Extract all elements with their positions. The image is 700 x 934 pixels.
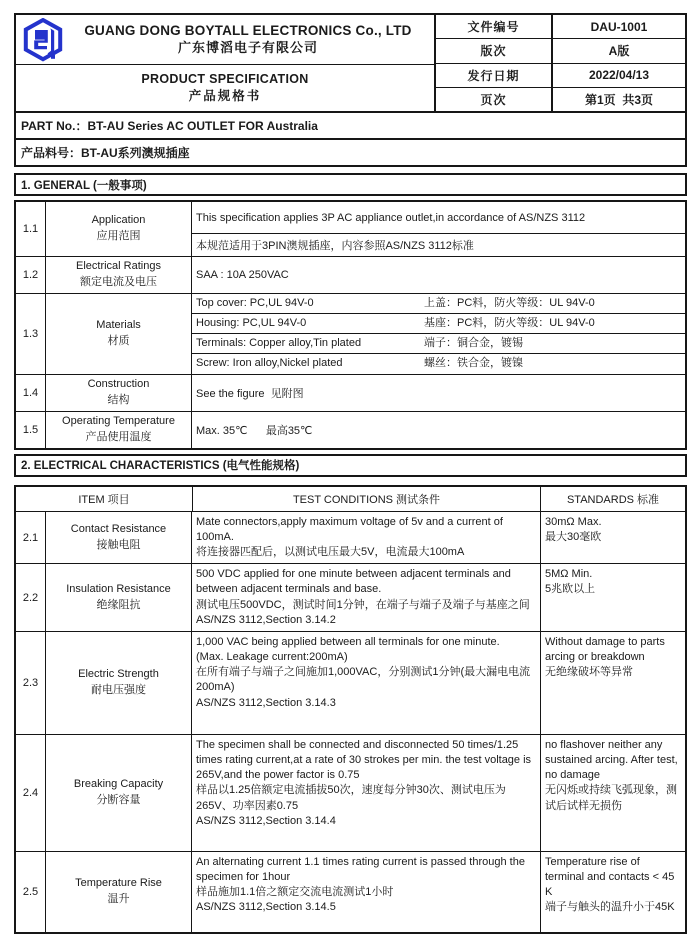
item-cn: 耐电压强度 [91,683,146,696]
meta-value: 第1页 共3页 [584,92,654,107]
value-line: This specification applies 3P AC appliance outlet,in accordance of AS/NZS 3112 [192,202,685,234]
material-line [192,294,685,314]
material-en: Housing: PC,UL 94V-0 [196,316,307,329]
standards-cell [541,632,685,734]
item-cn: 温升 [107,892,130,905]
standard-line: 无闪烁或持续飞弧现象，测试后试样无损伤 [545,784,677,812]
item-cn: 产品使用温度 [85,430,152,443]
value-cell [192,294,685,374]
item-en: Insulation Resistance [66,582,171,595]
document-title-cn: 产品规格书 [188,89,262,103]
table-row [16,512,685,565]
meta-label: 版次 [436,39,553,62]
material-cn: 上盖：PC料，防火等级：UL 94V-0 [424,296,595,309]
header-meta-table [436,15,685,111]
item-cell [46,257,192,293]
meta-row-doc-number [436,15,685,39]
standards-cell [541,512,685,564]
conditions-cell [192,512,541,564]
row-number: 1.3 [16,294,46,374]
value-cell [192,257,685,293]
conditions-cell [192,735,541,851]
item-en: Temperature Rise [75,877,162,890]
item-cell [46,202,192,256]
meta-row-issue-date [436,64,685,88]
row-number: 2.4 [16,735,46,851]
meta-row-page [436,88,685,111]
part-number-row: PART No.：BT-AU Series AC OUTLET FOR Australia [14,113,687,140]
spacer [14,477,687,485]
item-cn: 分断容量 [96,793,141,806]
material-en: Terminals: Copper alloy,Tin plated [196,336,362,349]
table-row [16,564,685,632]
company-cell [16,15,434,65]
item-cell [46,735,192,851]
row-number: 2.1 [16,512,46,564]
condition-line: (Max. Leakage current:200mA) [196,651,348,664]
item-en: Application [91,214,146,227]
table-row [16,412,685,448]
condition-line: AS/NZS 3112,Section 3.14.2 [196,613,336,626]
row-number: 1.2 [16,257,46,293]
condition-line: AS/NZS 3112,Section 3.14.4 [196,814,336,827]
column-header-standards: STANDARDS 标准 [566,493,660,506]
condition-line: 在所有端子与端子之间施加1,000VAC，分别测试1分钟(最大漏电电流200mA) [196,666,531,694]
material-cn: 端子：铜合金，镀锡 [424,336,523,349]
item-en: Materials [96,319,141,332]
condition-line: 测试电压500VDC，测试时间1分钟，在端子与端子及端子与基座之间 [196,598,530,611]
table-row [16,257,685,294]
meta-label: 页次 [436,88,553,111]
condition-line: The specimen shall be connected and disconnected 50 times/1.25 times rating current,at a rate of 30 strokes per min. the test voltage is 265V,and the power factor is 0.75 [196,738,532,782]
item-en: Operating Temperature [62,414,175,427]
material-line [192,314,685,334]
section2-title: 2. ELECTRICAL CHARACTERISTICS (电气性能规格) [14,454,687,477]
item-cell [46,375,192,411]
company-name [66,23,430,56]
item-cell [46,294,192,374]
condition-line: 将连接器匹配后，以测试电压最大5V，电流最大100mA [196,546,465,559]
material-line [192,354,685,374]
standard-line: 端子与触头的温升小于45K [545,901,675,914]
material-line [192,334,685,354]
condition-line: 500 VDC applied for one minute between adjacent terminals and between adjacent terminals and base. [196,568,511,596]
meta-value: DAU-1001 [590,19,648,34]
value-line: SAA : 10A 250VAC [196,269,289,281]
row-number: 2.3 [16,632,46,734]
table-row [16,852,685,932]
table-row [16,294,685,375]
header-left [16,15,436,111]
table-header-row [16,487,685,512]
conditions-cell [192,852,541,932]
standard-line: no flashover neither any sustained arcing. After test, no damage [545,738,678,782]
item-cn: 额定电流及电压 [80,276,157,288]
condition-line: An alternating current 1.1 times rating current is passed through the specimen for 1hour [196,855,525,884]
item-cn: 材质 [107,335,130,347]
table-row [16,632,685,735]
item-en: Contact Resistance [70,522,167,535]
condition-line: 样品施加1.1倍之额定交流电流测试1小时 [196,886,394,899]
electrical-table [14,485,687,934]
table-row [16,375,685,412]
item-en: Electrical Ratings [76,260,161,273]
standard-line: 30mΩ Max. [545,515,602,528]
row-number: 2.5 [16,852,46,932]
condition-line: AS/NZS 3112,Section 3.14.3 [196,696,336,709]
standards-cell [541,852,685,932]
column-header-conditions: TEST CONDITIONS 测试条件 [193,487,541,511]
table-row [16,735,685,852]
item-en: Construction [87,378,150,390]
row-number: 1.5 [16,412,46,448]
item-cell [46,512,192,564]
general-table [14,200,687,450]
material-en: Screw: Iron alloy,Nickel plated [196,357,343,370]
standard-line: 5兆欧以上 [545,583,596,596]
condition-line: AS/NZS 3112,Section 3.14.5 [196,901,336,914]
value-line: 本规范适用于3PIN澳规插座，内容参照AS/NZS 3112标准 [196,240,474,252]
meta-label: 发行日期 [436,64,553,87]
item-cell [46,412,192,448]
condition-line: 1,000 VAC being applied between all terminals for one minute. [196,635,500,648]
conditions-cell [192,564,541,631]
item-en: Breaking Capacity [73,778,164,791]
meta-row-revision [436,39,685,63]
standard-line: Without damage to parts arcing or breakdown [545,635,665,664]
material-cn: 螺丝：铁合金，镀镍 [424,357,523,370]
hexagon-cube-logo-icon [23,18,63,62]
row-number: 1.4 [16,375,46,411]
item-cn: 结构 [107,393,130,406]
standard-line: 无绝缘破坏等异常 [545,666,633,679]
item-cell [46,852,192,932]
company-name-en: GUANG DONG BOYTALL ELECTRONICS Co., LTD [84,22,412,38]
row-number: 2.2 [16,564,46,631]
column-header-item: ITEM 项目 [16,487,193,511]
value-cell [192,412,685,448]
value-line: See the figure 见附图 [196,387,304,400]
material-cn: 基座：PC料，防火等级：UL 94V-0 [424,316,595,329]
section1-title: 1. GENERAL (一般事项) [14,173,687,196]
document-title [16,65,434,111]
item-cn: 应用范围 [96,230,141,242]
document-header [14,13,687,113]
document-title-en: PRODUCT SPECIFICATION [141,71,309,86]
table-row [16,202,685,257]
standard-line: Temperature rise of terminal and contacts < 45 K [545,855,675,899]
row-number: 1.1 [16,202,46,256]
standards-cell [541,735,685,851]
value-cell [192,375,685,411]
item-en: Electric Strength [78,668,159,681]
standard-line: 最大30毫欧 [545,530,602,543]
company-name-cn: 广东博滔电子有限公司 [177,39,318,55]
material-en: Top cover: PC,UL 94V-0 [196,296,314,309]
company-logo-icon [20,18,66,62]
item-cn: 绝缘阻抗 [96,598,141,611]
product-code-row: 产品料号：BT-AU系列澳规插座 [14,140,687,167]
meta-value: 2022/04/13 [588,68,650,83]
condition-line: 样品以1.25倍额定电流插拔50次，速度每分钟30次、测试电压为265V、功率因素0.75 [196,784,506,812]
standard-line: 5MΩ Min. [545,568,593,581]
meta-label: 文件编号 [436,15,553,38]
item-cell [46,632,192,734]
meta-value: A版 [608,44,630,59]
value-line: Max. 35℃ 最高35℃ [196,424,313,437]
value-cell [192,202,685,256]
condition-line: Mate connectors,apply maximum voltage of 5v and a current of 100mA. [196,515,503,543]
standards-cell [541,564,685,631]
item-cell [46,564,192,631]
conditions-cell [192,632,541,734]
item-cn: 接触电阻 [96,538,141,551]
